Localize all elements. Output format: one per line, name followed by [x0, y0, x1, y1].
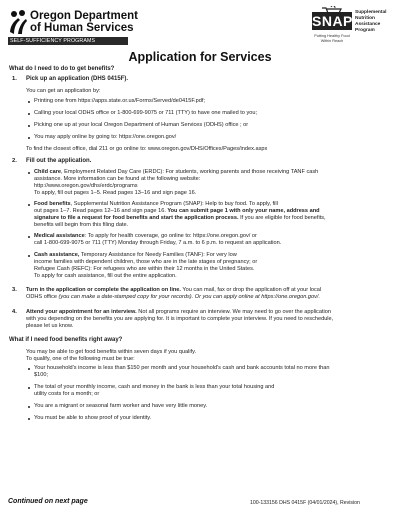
bullet-dot [28, 236, 30, 238]
cash-label: Cash assistance, [34, 252, 80, 258]
childcare-line: assistance. More information can be found at the following website: [34, 176, 201, 182]
org-name-line2: of Human Services [30, 22, 134, 34]
cash-text: Temporary Assistance for Needy Families (TANF): For very low [79, 252, 237, 258]
bullet-dot [28, 368, 30, 370]
snap-line: Assistance [355, 22, 381, 27]
childcare-link[interactable]: http://www.oregon.gov/dhs/erdc/programs [34, 183, 138, 189]
urgent-condition: Your household's income is less than $150 per month and your household's cash and bank accounts total no more than [34, 365, 330, 371]
urgent-condition: $100; [34, 372, 48, 378]
medical-label: Medical assistance [34, 233, 85, 239]
step1-option: You may apply online by going to: https://one.oregon.gov/ [34, 134, 177, 140]
bullet-dot [28, 101, 30, 103]
bullet-dot [28, 204, 30, 206]
odhs-people-icon [8, 8, 30, 36]
step4-heading: Attend your appointment for an interview. [26, 309, 137, 315]
bullet-dot [28, 387, 30, 389]
bullet-dot [28, 172, 30, 174]
step4-text: Not all programs require an interview. We may need to go over the application [136, 309, 331, 315]
urgent-condition: utility costs for a month; or [34, 391, 100, 397]
medical-line: call 1-800-699-9075 or 711 (TTY) Monday through Friday, 7 a.m. to 6 p.m. to request an application. [34, 240, 282, 246]
step1-closing: To find the closest office, dial 211 or go online to: www.oregon.gov/DHS/Offices/Pages/index.aspx [26, 146, 268, 152]
food-label: Food benefits [34, 201, 71, 207]
cash-line: To apply for cash assistance, fill out the entire application. [34, 273, 177, 279]
urgent-condition: The total of your monthly income, cash and money in the bank is less than your total housing and [34, 384, 275, 390]
step3-italic: (you can make a date-stamped copy for your records). Or you can apply online at https://one.oregon.gov/. [56, 294, 321, 300]
bullet-dot [28, 113, 30, 115]
food-emphasis: signature to file a request for food benefits and start the application process. [34, 215, 239, 221]
childcare-label: Child care [34, 169, 62, 175]
childcare-line: To apply, fill out pages 1–5. Read pages 13–16 and sign page 16. [34, 190, 197, 196]
food-emphasis: You can submit page 1 with only your name, address and [165, 208, 320, 214]
org-name-line1: Oregon Department [30, 10, 138, 22]
step1-heading: Pick up an application (DHS 0415F). [26, 76, 129, 82]
step1-lead: You can get an application by: [26, 88, 101, 94]
snap-line: Supplemental [355, 10, 387, 15]
step2-heading: Fill out the application. [26, 158, 92, 164]
step3-text: You can mail, fax or drop the application off at your local [180, 287, 322, 293]
food-text: out pages 1–7. Read pages 12–16 and sign page 16. [34, 208, 166, 214]
urgent-condition: You must be able to show proof of your identity. [34, 415, 152, 421]
step3-line [26, 294, 320, 301]
step3-text: ODHS office [26, 294, 57, 300]
intro-heading: What do I need to do to get benefits? [9, 66, 115, 72]
step-number: 3. [12, 287, 17, 293]
urgent-lead: You may be able to get food benefits within seven days if you qualify. [26, 349, 197, 355]
step1-option: Calling your local ODHS office or 1-800-699-9075 or 711 (TTY) to have one mailed to you; [34, 110, 258, 116]
urgent-lead: To qualify, one of the following must be true: [26, 356, 135, 362]
cash-line: income families with dependent children, those who are in the late stages of pregnancy; or [34, 259, 258, 265]
step4-line: please let us know. [26, 323, 74, 329]
step4-line: with you depending on the benefits you are applying for. It is important to complete your interview. If you need to reschedule, [26, 316, 334, 322]
step-number: 4. [12, 309, 17, 315]
step-number: 1. [12, 76, 17, 82]
bullet-dot [28, 137, 30, 139]
step3-heading: Turn in the application or complete the application on line. [26, 287, 181, 293]
step1-option: Printing one from https://apps.state.or.us/Forms/Served/de0415F.pdf; [34, 98, 206, 104]
form-identifier: 100-133156 DHS 0415F (04/01/2024), Revision [250, 500, 360, 506]
urgent-heading: What if I need food benefits right away? [9, 337, 123, 343]
snap-line: Program [355, 28, 375, 33]
snap-tagline: Putting Healthy Food Within Reach [314, 34, 350, 43]
continued-note: Continued on next page [8, 498, 88, 505]
cash-line: Refugee Cash (REFC): For refugees who are within their 12 months in the United States. [34, 266, 255, 272]
bullet-dot [28, 125, 30, 127]
step-number: 2. [12, 158, 17, 164]
urgent-condition: You are a migrant or seasonal farm worker and have very little money. [34, 403, 208, 409]
page-title: Application for Services [128, 50, 272, 64]
snap-program-name [355, 10, 386, 34]
bullet-dot [28, 418, 30, 420]
step1-option: Picking one up at your local Oregon Department of Human Services (ODHS) office ; or [34, 122, 249, 128]
snap-line: Nutrition [355, 16, 375, 21]
food-line: benefits will begin from this filing date. [34, 222, 129, 228]
snap-wordmark: SNAP [312, 13, 353, 29]
bullet-dot [28, 406, 30, 408]
org-program-bar: SELF-SUFFICIENCY PROGRAMS [8, 37, 128, 45]
bullet-dot [28, 255, 30, 257]
food-text: If you are eligible for food benefits, [238, 215, 326, 221]
medical-text: : To apply for health coverage, go online to: https://one.oregon.gov/ or [84, 233, 257, 239]
childcare-text: , Employment Related Day Care (ERDC): For students, working parents and those receiving TANF cash [61, 169, 319, 175]
food-text: , Supplemental Nutrition Assistance Program (SNAP): Help to buy food. To apply, fill [70, 201, 278, 207]
